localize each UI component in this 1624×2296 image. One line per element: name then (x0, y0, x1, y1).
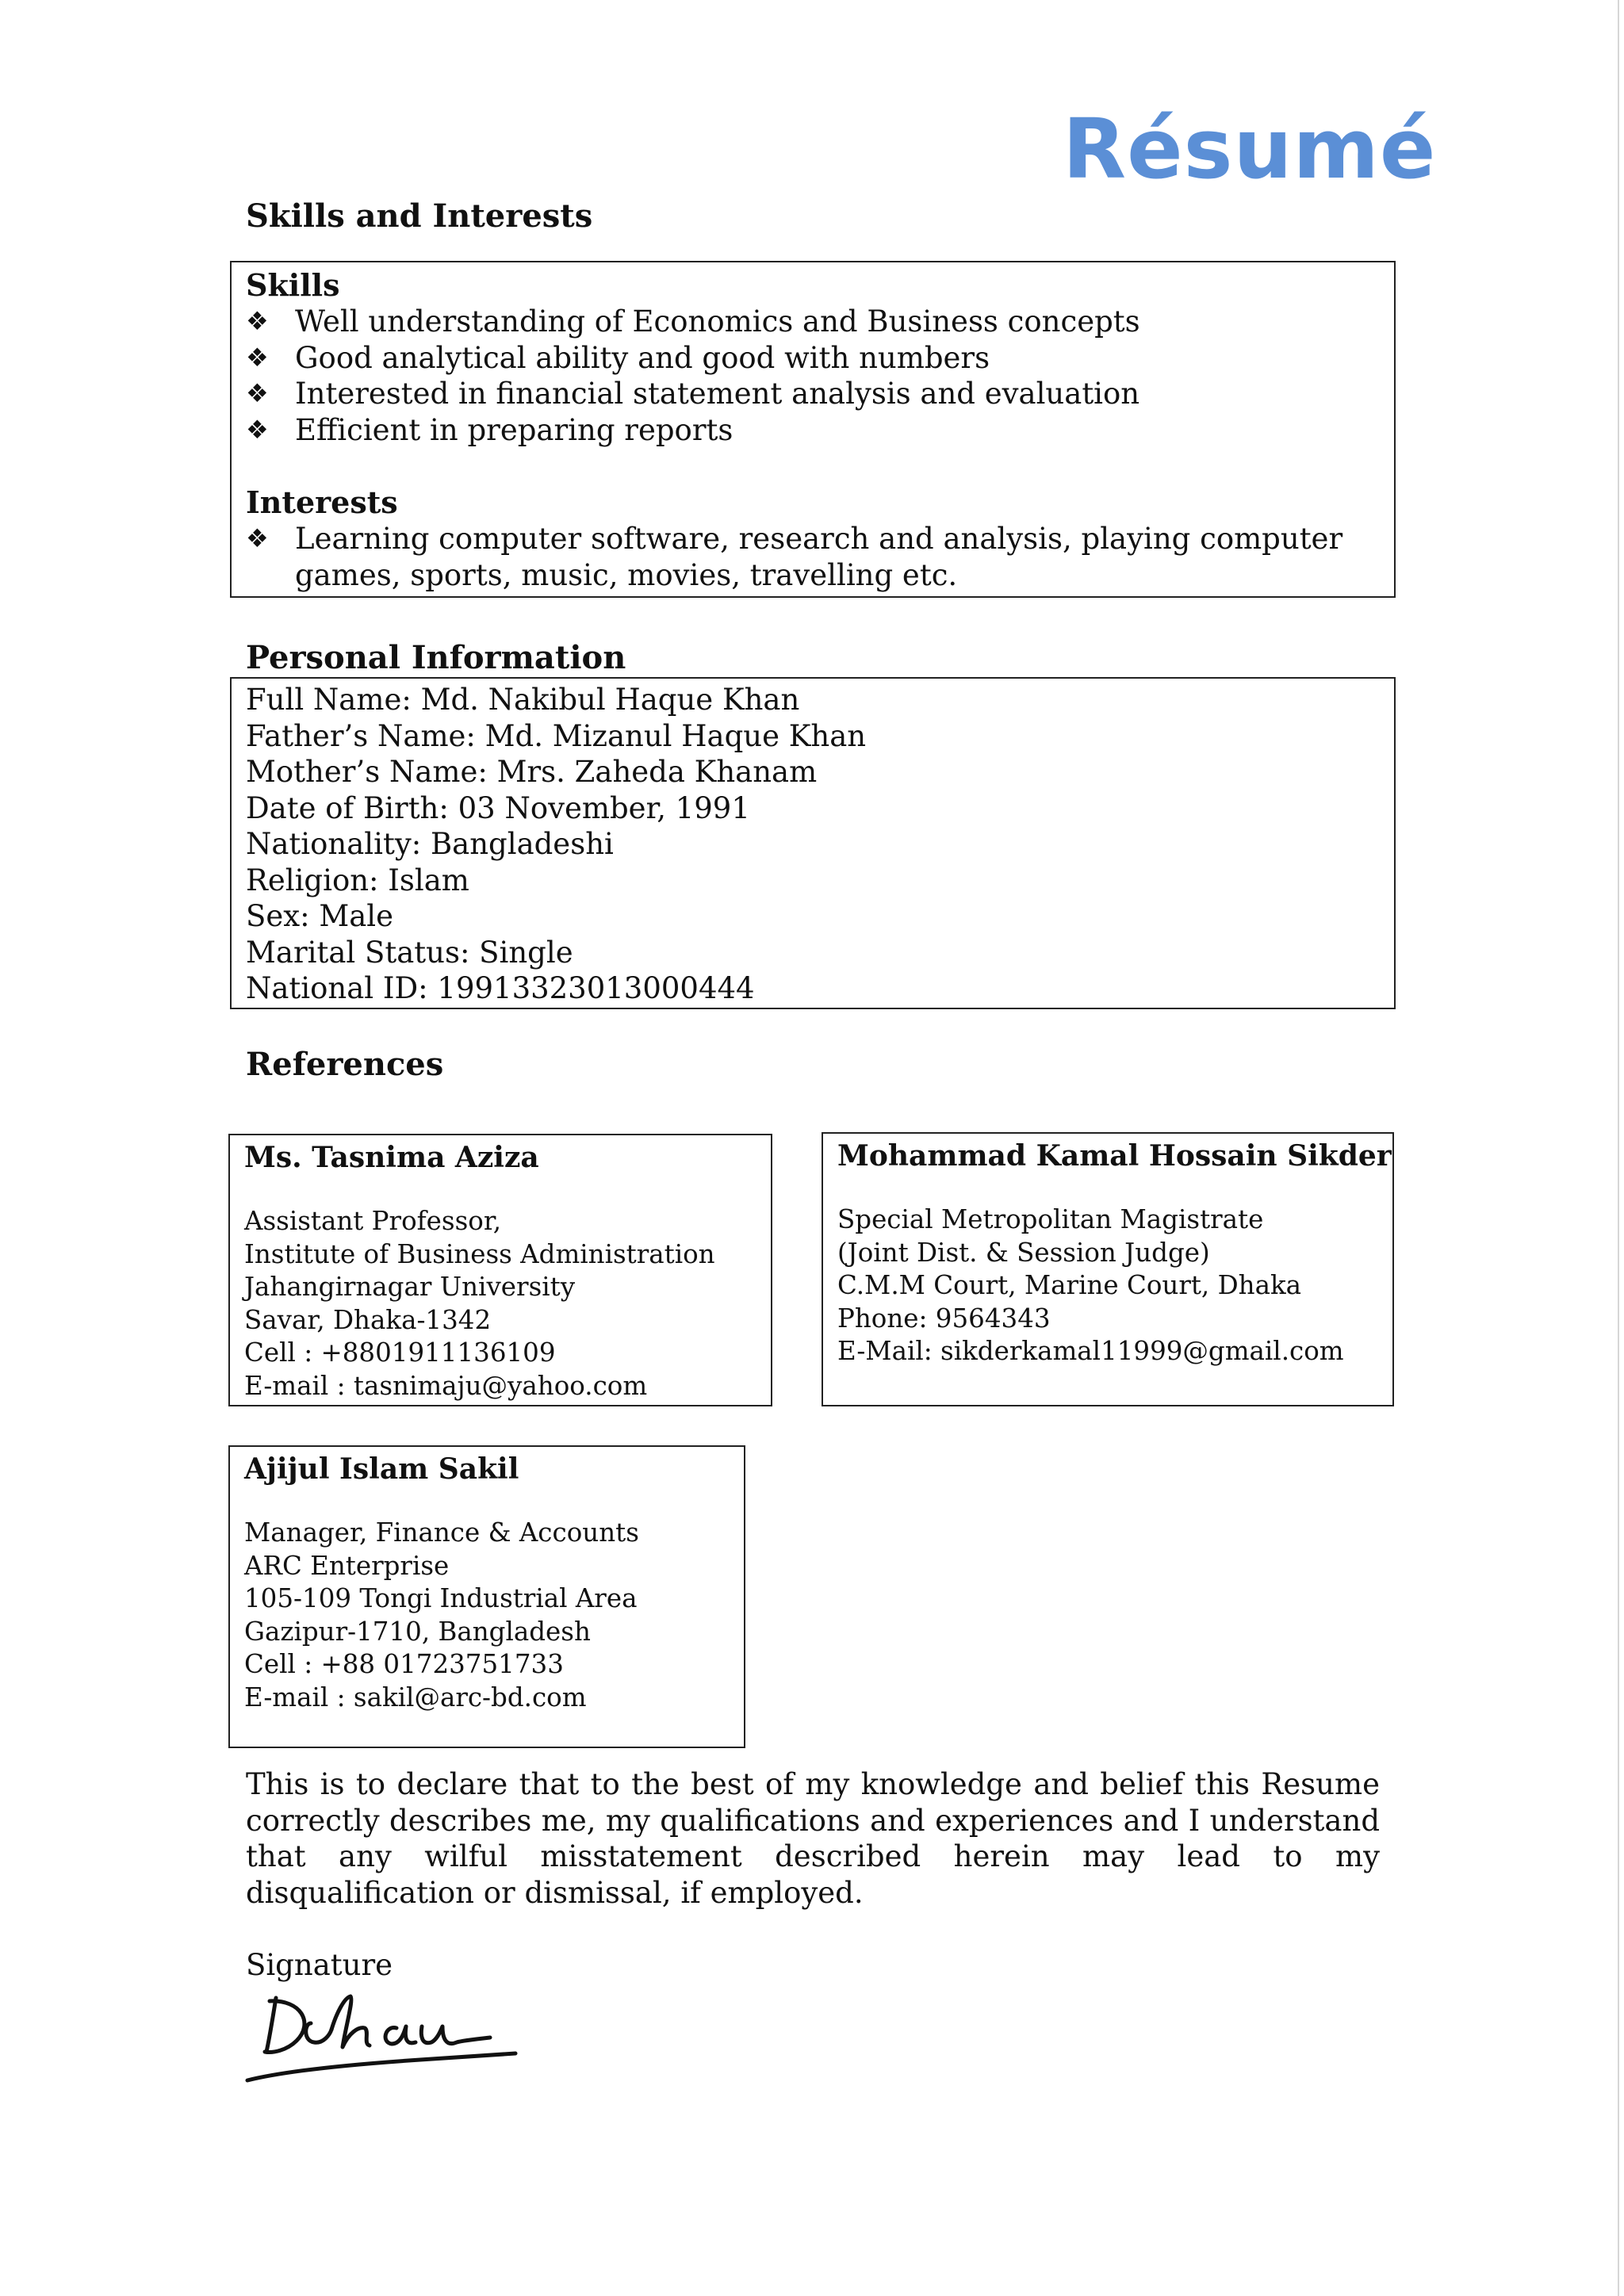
reference-detail-line: Gazipur-1710, Bangladesh (244, 1616, 591, 1647)
signature-label: Signature (246, 1948, 393, 1982)
diamond-bullet-icon: ❖ (246, 378, 269, 408)
page-edge (1618, 0, 1619, 2296)
skill-item-text: Interested in financial statement analysis and evaluation (295, 377, 1140, 411)
reference-detail-line: Institute of Business Administration (244, 1238, 715, 1269)
interests-subheading: Interests (246, 484, 398, 520)
interest-item-text: Learning computer software, research and analysis, playing computer games, sports, music, movies, travelling etc. (295, 522, 1343, 592)
interest-item (246, 521, 1380, 593)
reference-detail-line: Special Metropolitan Magistrate (837, 1204, 1264, 1234)
personal-info-row: Nationality: Bangladeshi (246, 827, 614, 861)
skill-item (246, 304, 1380, 340)
diamond-bullet-icon: ❖ (246, 523, 269, 553)
reference-detail-line: Jahangirnagar University (244, 1272, 576, 1302)
references-heading: References (246, 1046, 444, 1083)
reference-detail-line: Cell : +88 01723751733 (244, 1649, 564, 1679)
reference-detail-line: Savar, Dhaka-1342 (244, 1304, 492, 1335)
resume-title: Résumé (1063, 101, 1437, 197)
skill-item (246, 340, 1380, 377)
personal-info-row: Mother’s Name: Mrs. Zaheda Khanam (246, 755, 818, 789)
skill-item-text: Well understanding of Economics and Business concepts (295, 304, 1140, 339)
personal-info-row: Father’s Name: Md. Mizanul Haque Khan (246, 718, 867, 753)
skills-interests-heading: Skills and Interests (246, 197, 593, 235)
reference-detail-line: E-Mail: sikderkamal11999@gmail.com (837, 1336, 1344, 1366)
interests-list (246, 521, 1380, 593)
personal-info-row: Date of Birth: 03 November, 1991 (246, 790, 750, 825)
reference-detail-line: C.M.M Court, Marine Court, Dhaka (837, 1270, 1302, 1300)
personal-info-row: Sex: Male (246, 899, 394, 933)
reference-detail-line: ARC Enterprise (244, 1550, 450, 1581)
handwritten-signature (238, 1982, 539, 2093)
personal-info-row: Religion: Islam (246, 863, 469, 897)
skills-list (246, 304, 1380, 448)
skills-interests-box (230, 261, 1396, 598)
reference-detail-line: 105-109 Tongi Industrial Area (244, 1583, 638, 1613)
reference-card (228, 1445, 745, 1748)
reference-card (822, 1132, 1394, 1406)
personal-info-row: Marital Status: Single (246, 935, 573, 970)
skill-item (246, 412, 1380, 449)
reference-detail-line: E-mail : sakil@arc-bd.com (244, 1682, 587, 1712)
reference-detail-line: Manager, Finance & Accounts (244, 1517, 639, 1548)
reference-name: Ajijul Islam Sakil (244, 1452, 519, 1486)
reference-detail-line: (Joint Dist. & Session Judge) (837, 1237, 1210, 1268)
reference-name: Ms. Tasnima Aziza (244, 1141, 539, 1174)
reference-detail-line: Assistant Professor, (244, 1206, 502, 1236)
reference-detail-line: E-mail : tasnimaju@yahoo.com (244, 1370, 648, 1401)
reference-detail-line: Cell : +8801911136109 (244, 1337, 556, 1368)
declaration-text: This is to declare that to the best of my knowledge and belief this Resume correctly describes me, my qualifications and experiences and I understand that any wilful misstatement described herein may lead to my disqualification or dismissal, if employed. (246, 1767, 1380, 1910)
skill-item (246, 376, 1380, 412)
diamond-bullet-icon: ❖ (246, 342, 269, 373)
reference-name: Mohammad Kamal Hossain Sikder (837, 1139, 1392, 1173)
reference-detail-line: Phone: 9564343 (837, 1303, 1051, 1334)
personal-info-heading: Personal Information (246, 639, 626, 676)
diamond-bullet-icon: ❖ (246, 414, 269, 445)
skills-subheading: Skills (246, 267, 340, 303)
skill-item-text: Efficient in preparing reports (295, 412, 733, 447)
reference-card (228, 1134, 772, 1406)
skill-item-text: Good analytical ability and good with numbers (295, 340, 990, 375)
diamond-bullet-icon: ❖ (246, 306, 269, 336)
personal-info-row: Full Name: Md. Nakibul Haque Khan (246, 683, 800, 717)
personal-info-box (230, 677, 1396, 1009)
personal-info-row: National ID: 19913323013000444 (246, 971, 755, 1005)
